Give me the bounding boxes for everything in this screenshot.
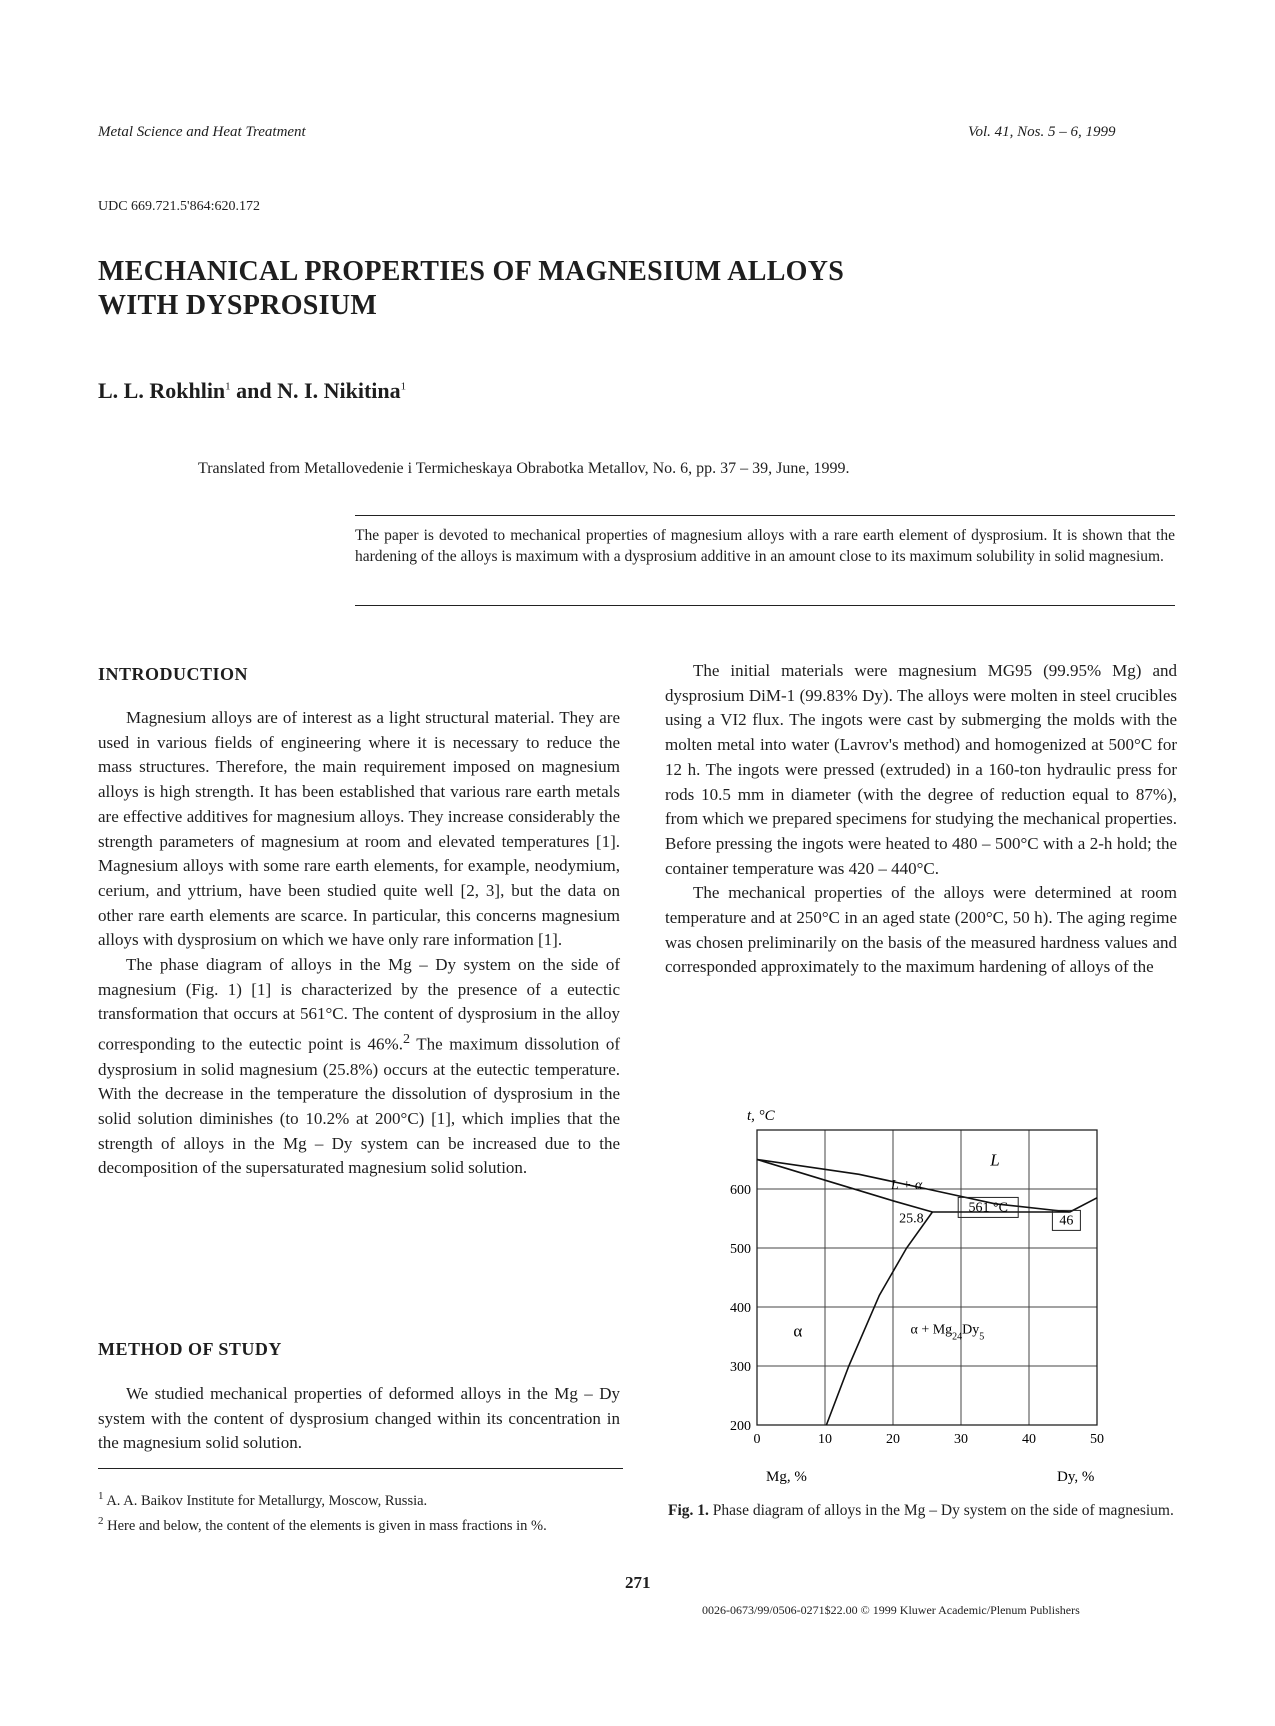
y-tick-label: 200	[730, 1419, 751, 1434]
page-number: 271	[625, 1573, 651, 1592]
x-axis-label-mg: Mg, %	[766, 1469, 807, 1485]
y-tick-label: 500	[730, 1242, 751, 1257]
journal-name: Metal Science and Heat Treatment	[98, 124, 306, 140]
x-axis-label-dy: Dy, %	[1057, 1469, 1095, 1485]
chart-annotation: L	[990, 1150, 1000, 1170]
intro-heading: INTRODUCTION	[98, 664, 249, 684]
footnote-rule	[98, 1468, 623, 1469]
chart-annotation: 25.8	[899, 1211, 924, 1227]
copyright-line: 0026-0673/99/0506-0271$22.00 © 1999 Kluwer Academic/Plenum Publishers	[702, 1603, 1080, 1617]
footnote-1	[98, 1486, 623, 1511]
method-body	[98, 1382, 620, 1456]
x-tick-label: 30	[954, 1432, 968, 1447]
author-2-affiliation-mark: 1	[400, 380, 407, 393]
footnote-2-mark: 2	[98, 1514, 104, 1527]
abstract-bottom-rule	[355, 605, 1175, 606]
chart-annotation: α	[793, 1321, 803, 1341]
figure-caption-text: Phase diagram of alloys in the Mg – Dy system on the side of magnesium.	[712, 1502, 1174, 1519]
chart-lines	[757, 1160, 1097, 1426]
x-tick-label: 10	[818, 1432, 832, 1447]
footnotes	[98, 1486, 623, 1536]
chart-labels	[730, 1150, 1104, 1447]
y-axis-label: t, °C	[747, 1108, 775, 1124]
author-1-affiliation-mark: 1	[225, 380, 231, 393]
x-tick-label: 20	[886, 1432, 900, 1447]
footnote-2	[98, 1511, 623, 1536]
y-tick-label: 300	[730, 1360, 751, 1375]
author-2: N. I. Nikitina	[277, 378, 401, 403]
volume-info: Vol. 41, Nos. 5 – 6, 1999	[968, 124, 1116, 140]
x-tick-label: 50	[1090, 1432, 1104, 1447]
chart-annotation: $\alpha + Mg_{24}Dy_5$	[910, 1322, 985, 1343]
authors	[98, 378, 406, 404]
method-heading: METHOD OF STUDY	[98, 1339, 282, 1359]
intro-paragraph-1: Magnesium alloys are of interest as a light structural material. They are used in various fields of engineering where it is necessary to reduce the mass structures. Therefore, the main requirement imposed on magnesium alloys is high strength. It has been established that various rare earth metals are effective additives for magnesium alloys. They increase considerably the strength parameters of magnesium at room and elevated temperatures [1]. Magnesium alloys with some rare earth elements, for example, neodymium, cerium, and yttrium, have been studied quite well [2, 3], but the data on other rare earth elements are scarce. In particular, this concerns magnesium alloys with dysprosium on which we have only rare information [1].	[98, 708, 620, 950]
footnote-ref-2: 2	[402, 1031, 411, 1048]
footnote-1-mark: 1	[98, 1490, 104, 1502]
translation-note: Translated from Metallovedenie i Termicheskaya Obrabotka Metallov, No. 6, pp. 37 – 39, June, 1999.	[198, 460, 850, 477]
chart-annotation: L + α	[890, 1178, 923, 1193]
phase-diagram-chart	[700, 1100, 1170, 1490]
abstract: The paper is devoted to mechanical properties of magnesium alloys with a rare earth element of dysprosium. It is shown that the hardening of the alloys is maximum with a dysprosium additive in an amount close to its maximum solubility in solid magnesium.	[355, 527, 1175, 565]
method-paragraph-1: We studied mechanical properties of deformed alloys in the Mg – Dy system with the content of dysprosium changed within its concentration in the magnesium solid solution.	[98, 1384, 620, 1453]
right-column-body	[665, 659, 1177, 980]
footnote-1-text: A. A. Baikov Institute for Metallurgy, Moscow, Russia.	[106, 1492, 428, 1509]
right-paragraph-2: The mechanical properties of the alloys were determined at room temperature and at 250°C in an aged state (200°C, 50 h). The aging regime was chosen preliminarily on the basis of the measured hardness values and corresponded approximately to the maximum hardening of alloys of the	[665, 883, 1177, 977]
abstract-top-rule	[355, 515, 1175, 516]
x-tick-label: 0	[753, 1432, 761, 1447]
right-paragraph-1: The initial materials were magnesium MG95 (99.95% Mg) and dysprosium DiM-1 (99.83% Dy). The alloys were molten in steel crucibles using a VI2 flux. The ingots were cast by submerging the molds with the molten metal into water (Lavrov's method) and homogenized at 500°C for 12 h. The ingots were pressed (extruded) in a 160-ton hydraulic press for rods 10.5 mm in diameter (with the degree of reduction equal to 87%), from which we prepared specimens for studying the mechanical properties. Before pressing the ingots were heated to 480 – 500°C with a 2-h hold; the container temperature was 420 – 440°C.	[665, 661, 1177, 878]
author-1: L. L. Rokhlin	[98, 378, 226, 403]
chart-annotation: 46	[1059, 1213, 1074, 1229]
phase-boundary-line	[1070, 1198, 1097, 1212]
intro-paragraph-2b: The maximum dissolution of dysprosium in solid magnesium (25.8%) occurs at the eutectic temperature. With the decrease in the temperature the dissolution of dysprosium in the solid solution diminishes (to 10.2% at 200°C) [1], which implies that the strength of alloys in the Mg – Dy system can be increased due to the decomposition of the supersaturated magnesium solid solution.	[98, 1034, 620, 1178]
x-tick-label: 40	[1022, 1432, 1036, 1447]
figure-caption-label: Fig. 1.	[668, 1502, 709, 1519]
phase-boundary-line	[826, 1212, 932, 1425]
chart-annotation: 561 °C	[968, 1200, 1008, 1216]
paper-title	[98, 255, 844, 323]
intro-body	[98, 706, 620, 1181]
footnote-2-text: Here and below, the content of the elements is given in mass fractions in %.	[107, 1517, 547, 1534]
authors-and: and	[236, 378, 272, 403]
intro-paragraph-2	[98, 953, 620, 1181]
intro-paragraph-2a: The phase diagram of alloys in the Mg – Dy system on the side of magnesium (Fig. 1) [1] is characterized by the presence of a eutectic transformation that occurs at 561°C. The content of dysprosium in the alloy corresponding to the eutectic point is 46%.	[98, 955, 620, 1054]
title-line-2: WITH DYSPROSIUM	[98, 290, 378, 321]
y-tick-label: 400	[730, 1301, 751, 1316]
title-line-1: MECHANICAL PROPERTIES OF MAGNESIUM ALLOYS	[98, 256, 845, 287]
y-tick-label: 600	[730, 1183, 751, 1198]
udc-code: UDC 669.721.5'864:620.172	[98, 199, 260, 214]
figure-caption	[668, 1500, 1178, 1521]
